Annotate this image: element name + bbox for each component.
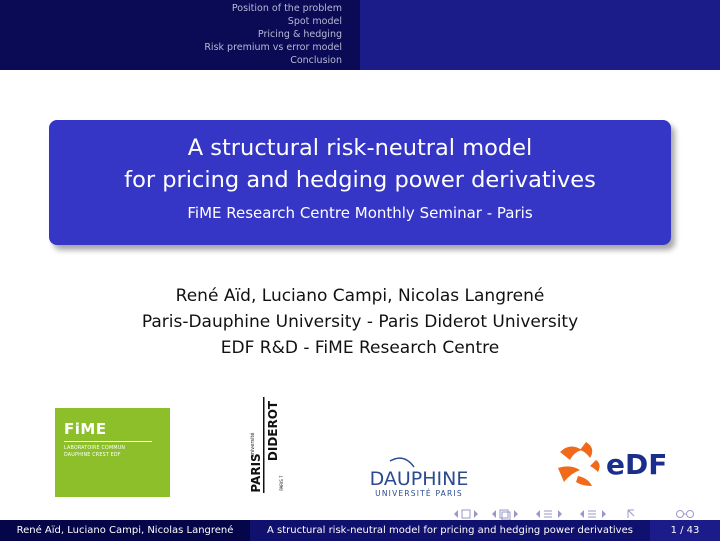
- edf-logo: [556, 438, 672, 488]
- nav-prev-frame-icon[interactable]: [454, 510, 458, 518]
- nav-next-frame-icon[interactable]: [474, 510, 478, 518]
- nav-item-conclusion[interactable]: Conclusion: [290, 55, 342, 66]
- affiliation-universities: Paris-Dauphine University - Paris Diderot University: [141, 312, 579, 332]
- dauphine-logo-arc: [390, 458, 414, 467]
- title-line-2: for pricing and hedging power derivatives: [124, 167, 596, 193]
- nav-frame-icon[interactable]: [462, 510, 470, 518]
- dauphine-logo: [360, 455, 478, 499]
- fime-logo: [55, 408, 170, 497]
- nav-prev-section-icon[interactable]: [536, 510, 540, 518]
- footer-bar: [0, 520, 720, 541]
- diderot-logo-small: université: [250, 432, 256, 458]
- subtitle: FiME Research Centre Monthly Seminar - Paris: [187, 204, 533, 222]
- nav-search-icon[interactable]: [677, 511, 694, 518]
- nav-item-risk-premium[interactable]: Risk premium vs error model: [204, 42, 342, 53]
- author-block: [0, 283, 720, 361]
- nav-item-spot-model[interactable]: Spot model: [287, 16, 342, 27]
- nav-doc-icon[interactable]: [588, 511, 596, 517]
- nav-subsection-panel: [360, 0, 720, 70]
- diderot-logo-paris7: PARIS 7: [279, 475, 284, 491]
- nav-next-doc-icon[interactable]: [602, 510, 606, 518]
- nav-prev-subsection-icon[interactable]: [492, 510, 496, 518]
- author-names: René Aïd, Luciano Campi, Nicolas Langrené: [175, 286, 545, 306]
- title-block: [49, 120, 671, 245]
- dauphine-logo-name: DAUPHINE: [369, 468, 469, 490]
- diderot-logo-paris: PARIS: [249, 453, 263, 493]
- nav-next-section-icon[interactable]: [558, 510, 562, 518]
- nav-next-subsection-icon[interactable]: [514, 510, 518, 518]
- footer-page-number: 1 / 43: [650, 520, 720, 541]
- paris-diderot-logo: [244, 393, 286, 497]
- diderot-logo-diderot: DIDEROT: [266, 400, 280, 462]
- edf-logo-name: eDF: [606, 448, 668, 481]
- dauphine-logo-sub: UNIVERSITÉ PARIS: [375, 489, 463, 498]
- footer-title: A structural risk-neutral model for pricing and hedging power derivatives: [250, 520, 650, 541]
- nav-section-icon[interactable]: [544, 511, 552, 517]
- nav-appendix-icon[interactable]: [628, 510, 634, 518]
- beamer-nav-controls: [452, 508, 704, 520]
- fime-logo-line-1: LABORATOIRE COMMUN: [64, 446, 126, 451]
- diderot-logo-bar: [263, 397, 265, 493]
- nav-prev-doc-icon[interactable]: [580, 510, 584, 518]
- title-line-1: A structural risk-neutral model: [187, 135, 533, 161]
- fime-logo-rule: [64, 441, 152, 442]
- top-nav-bar: [0, 0, 720, 70]
- fime-logo-name: FiME: [64, 420, 107, 438]
- footer-authors: René Aïd, Luciano Campi, Nicolas Langrené: [0, 520, 250, 541]
- nav-subsection-icon[interactable]: [500, 510, 510, 520]
- affiliation-edf-fime: EDF R&D - FiME Research Centre: [220, 338, 500, 358]
- nav-item-position-of-problem[interactable]: Position of the problem: [231, 3, 342, 14]
- edf-sun-icon: [558, 442, 600, 486]
- section-nav-list: [204, 2, 342, 67]
- fime-logo-line-2: DAUPHINE CREST EDF: [64, 453, 121, 458]
- nav-item-pricing-hedging[interactable]: Pricing & hedging: [257, 29, 342, 40]
- nav-section-panel: [0, 0, 360, 70]
